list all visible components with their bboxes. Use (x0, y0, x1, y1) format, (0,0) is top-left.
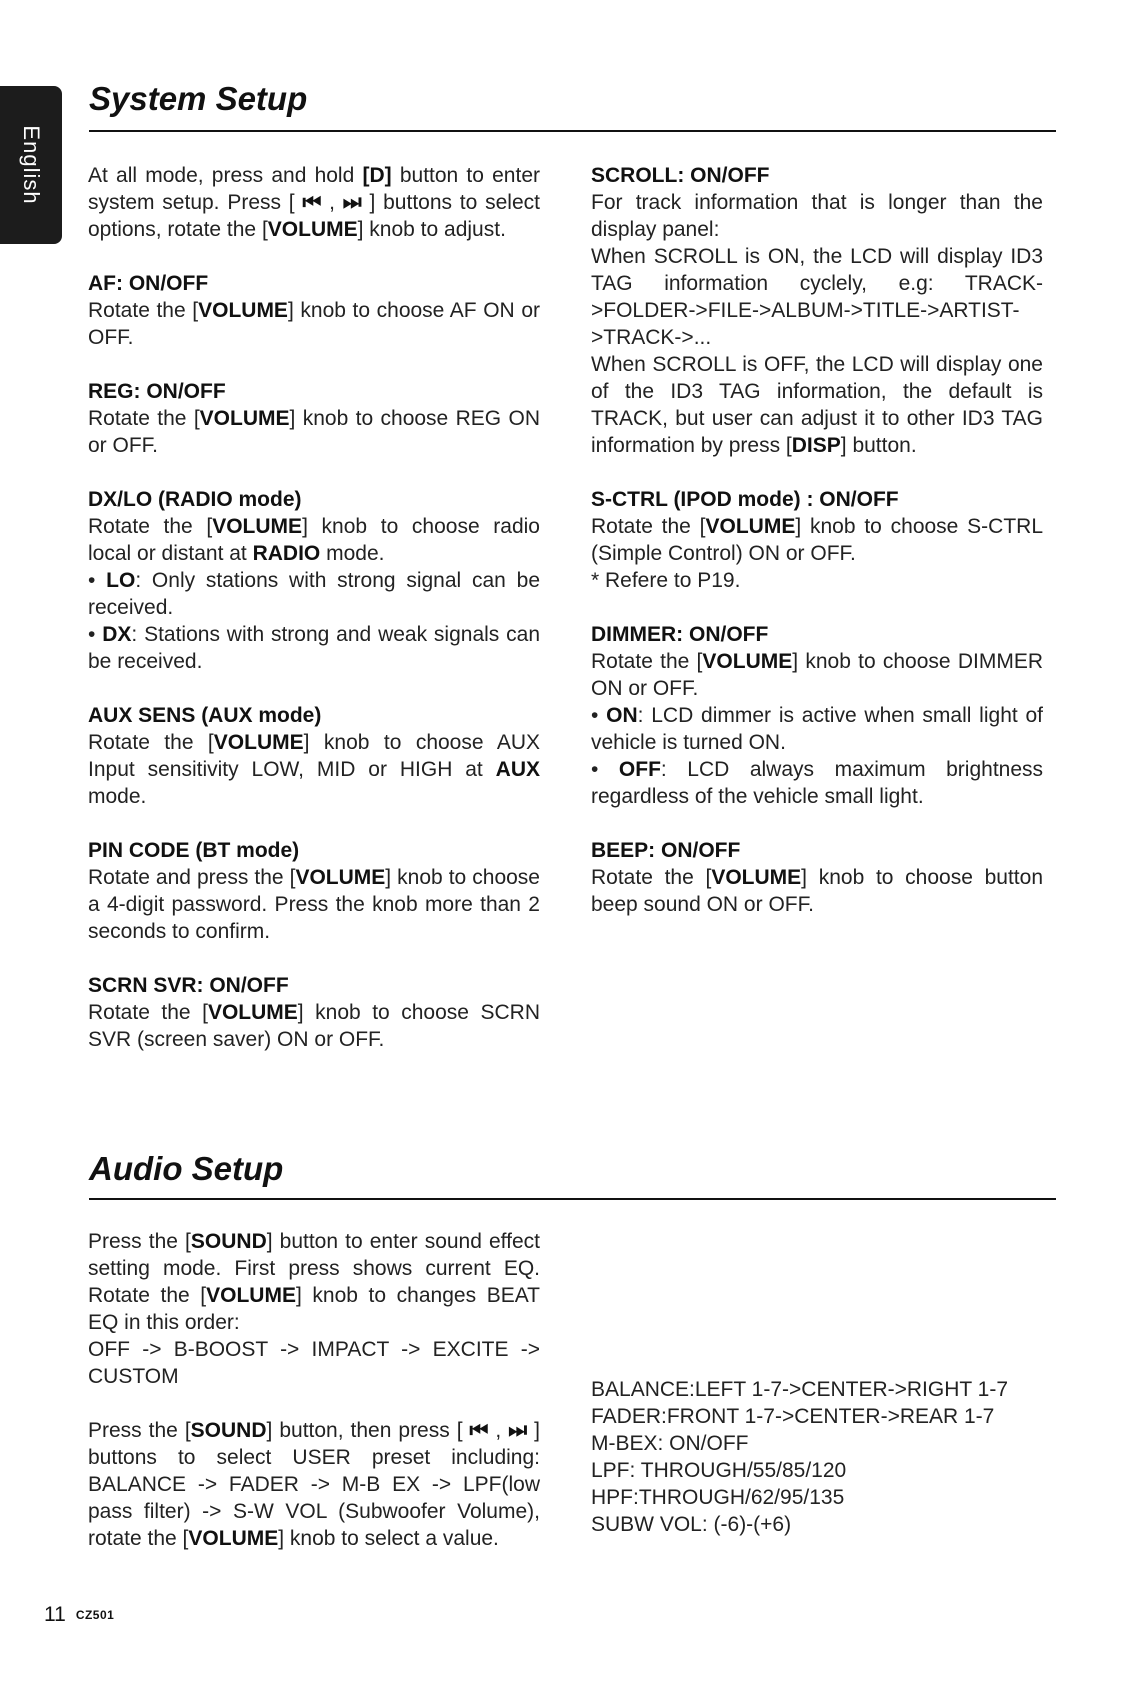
value-subw-vol: SUBW VOL: (-6)-(+6) (591, 1513, 792, 1536)
sctrl-section: S-CTRL (IPOD mode) : ON/OFF Rotate the [VOLUME] knob to choose S-CTRL (Simple Control) ON or OFF. * Refere to P19. (591, 488, 1044, 592)
dimmer-heading: DIMMER: ON/OFF (591, 623, 769, 646)
pin-code-heading: PIN CODE (BT mode) (88, 839, 300, 862)
eq-order: OFF -> B-BOOST -> IMPACT -> EXCITE -> CUSTOM (88, 1338, 540, 1388)
dimmer-off-bullet-item: • OFF: LCD always maximum brightness regardless of the vehicle small light. (591, 758, 1044, 808)
scrn-svr-section: SCRN SVR: ON/OFF Rotate the [VOLUME] knob to choose SCRN SVR (screen saver) ON or OFF. (88, 974, 540, 1051)
audio-setup-user-preset: Press the [SOUND] button, then press [ ⏮ , ⏭ ] buttons to select USER preset including: BALANCE -> FADER -> M-B EX -> LPF(low pass filter) -> S-W VOL (Subwoofer Volume), rotate the [VOLUME] knob to select a value. (88, 1419, 540, 1550)
previous-track-icon: ⏮ (469, 1419, 489, 1442)
system-setup-intro: At all mode, press and hold [D] button to enter system setup. Press [ ⏮ , ⏭ ] buttons to select options, rotate the [VOLUME] knob to adjust. (88, 164, 540, 241)
dimmer-section: DIMMER: ON/OFF Rotate the [VOLUME] knob to choose DIMMER ON or OFF. • ON: LCD dimmer is active when small light of vehicle is turned ON. • OFF: LCD always maximum brightness regardless of the vehicle small light. (591, 623, 1044, 808)
system-setup-title: System Setup (89, 80, 308, 117)
reg-section: REG: ON/OFF Rotate the [VOLUME] knob to choose REG ON or OFF. (88, 380, 540, 457)
value-hpf: HPF:THROUGH/62/95/135 (591, 1486, 845, 1509)
dxlo-section: DX/LO (RADIO mode) Rotate the [VOLUME] knob to choose radio local or distant at RADIO mode. • LO: Only stations with strong signal can be received. • DX: Stations with strong and weak signals can be received. (88, 488, 540, 673)
value-fader: FADER:FRONT 1-7->CENTER->REAR 1-7 (591, 1405, 995, 1428)
reg-heading: REG: ON/OFF (88, 380, 226, 403)
previous-track-icon: ⏮ (302, 191, 322, 214)
scrn-svr-heading: SCRN SVR: ON/OFF (88, 974, 289, 997)
audio-setup-left-column (88, 1228, 540, 1579)
beep-heading: BEEP: ON/OFF (591, 839, 741, 862)
system-setup-left-column (88, 162, 540, 1080)
system-setup-rule (89, 130, 1056, 132)
scroll-section: SCROLL: ON/OFF For track information that is longer than the display panel: When SCROLL is ON, the LCD will display ID3 TAG information cyclely, e.g: TRACK->FOLDER->FILE->ALBUM->TITLE->ARTIST->TRACK->... When SCROLL is OFF, the LCD will display one of the ID3 TAG information, the default is TRACK, but user can adjust it to other ID3 TAG information by press [DISP] button. (591, 164, 1043, 457)
af-section: AF: ON/OFF Rotate the [VOLUME] knob to choose AF ON or OFF. (88, 272, 540, 349)
dx-bullet-item: • DX: Stations with strong and weak signals can be received. (88, 623, 540, 673)
scroll-heading: SCROLL: ON/OFF (591, 164, 770, 187)
dimmer-on-bullet-item: • ON: LCD dimmer is active when small light of vehicle is turned ON. (591, 704, 1044, 754)
pin-code-section: PIN CODE (BT mode) Rotate and press the [VOLUME] knob to choose a 4-digit password. Press the knob more than 2 seconds to confirm. (88, 839, 540, 943)
aux-sens-section: AUX SENS (AUX mode) Rotate the [VOLUME] knob to choose AUX Input sensitivity LOW, MID or HIGH at AUX mode. (88, 704, 540, 808)
sctrl-heading: S-CTRL (IPOD mode) : ON/OFF (591, 488, 899, 511)
audio-setup-rule (89, 1198, 1056, 1200)
model-logo: CZ501 (75, 1608, 115, 1622)
af-heading: AF: ON/OFF (88, 272, 209, 295)
audio-setup-intro: Press the [SOUND] button to enter sound effect setting mode. First press shows current EQ. Rotate the [VOLUME] knob to changes BEAT EQ in this order: OFF -> B-BOOST -> IMPACT -> EXCITE -> CUSTOM (88, 1230, 540, 1388)
lo-bullet-item: • LO: Only stations with strong signal can be received. (88, 569, 540, 619)
beep-section: BEEP: ON/OFF Rotate the [VOLUME] knob to choose button beep sound ON or OFF. (591, 839, 1043, 916)
page-number: 11 (44, 1603, 66, 1626)
audio-setup-value-list (591, 1376, 1043, 1538)
system-setup-right-column (591, 162, 1043, 945)
language-tab (0, 86, 62, 244)
language-tab-label: English (19, 125, 44, 205)
dxlo-heading: DX/LO (RADIO mode) (88, 488, 302, 511)
aux-sens-heading: AUX SENS (AUX mode) (88, 704, 322, 727)
value-balance: BALANCE:LEFT 1-7->CENTER->RIGHT 1-7 (591, 1378, 1009, 1401)
value-mbex: M-BEX: ON/OFF (591, 1432, 749, 1455)
page-footer (44, 1603, 114, 1627)
next-track-icon: ⏭ (342, 191, 362, 214)
sctrl-note: * Refere to P19. (591, 569, 741, 592)
value-lpf: LPF: THROUGH/55/85/120 (591, 1459, 847, 1482)
audio-setup-title: Audio Setup (89, 1150, 284, 1187)
next-track-icon: ⏭ (508, 1419, 528, 1442)
